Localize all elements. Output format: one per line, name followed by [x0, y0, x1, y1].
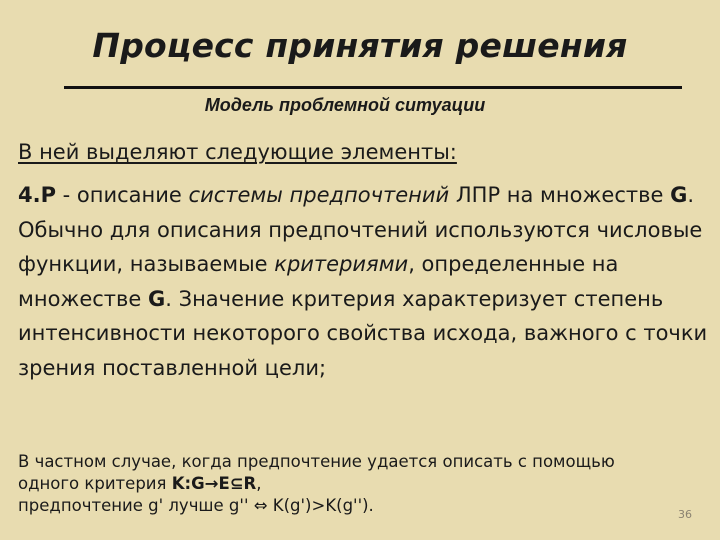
item-term-criteria: критериями — [274, 252, 409, 276]
item-paragraph — [18, 178, 708, 385]
slide-subtitle: Модель проблемной ситуации — [204, 95, 486, 115]
item-marker: 4.P — [18, 183, 56, 207]
note-paragraph — [18, 451, 678, 517]
item-term-preferences: системы предпочтений — [188, 183, 450, 207]
item-text-4: , определенные на множестве — [18, 252, 619, 311]
item-text-3: . Обычно для описания предпочтений используются числовые функции, называемые — [18, 183, 703, 276]
item-text-1: - описание — [55, 183, 189, 207]
item-set-g-1: G — [670, 183, 688, 207]
lead-text: В ней выделяют следующие элементы: — [18, 140, 457, 164]
note-formula: K:G→E⊆R — [171, 474, 257, 493]
note-text-2: , — [256, 474, 262, 493]
note-text-3: предпочтение g' лучше g'' ⇔ K(g')>K(g''). — [18, 496, 374, 515]
note-text-1: В частном случае, когда предпочтение удается описать с помощью одного критерия — [18, 452, 615, 493]
item-text-5: . Значение критерия характеризует степень интенсивности некоторого свойства исхода, важного с точки зрения поставленной цели; — [18, 286, 708, 380]
item-text-2: ЛПР на множестве — [449, 183, 671, 207]
title-divider — [64, 86, 682, 89]
slide-title: Процесс принятия решения — [92, 26, 628, 65]
slide-number: 36 — [678, 508, 692, 521]
item-set-g-2: G — [148, 286, 166, 311]
